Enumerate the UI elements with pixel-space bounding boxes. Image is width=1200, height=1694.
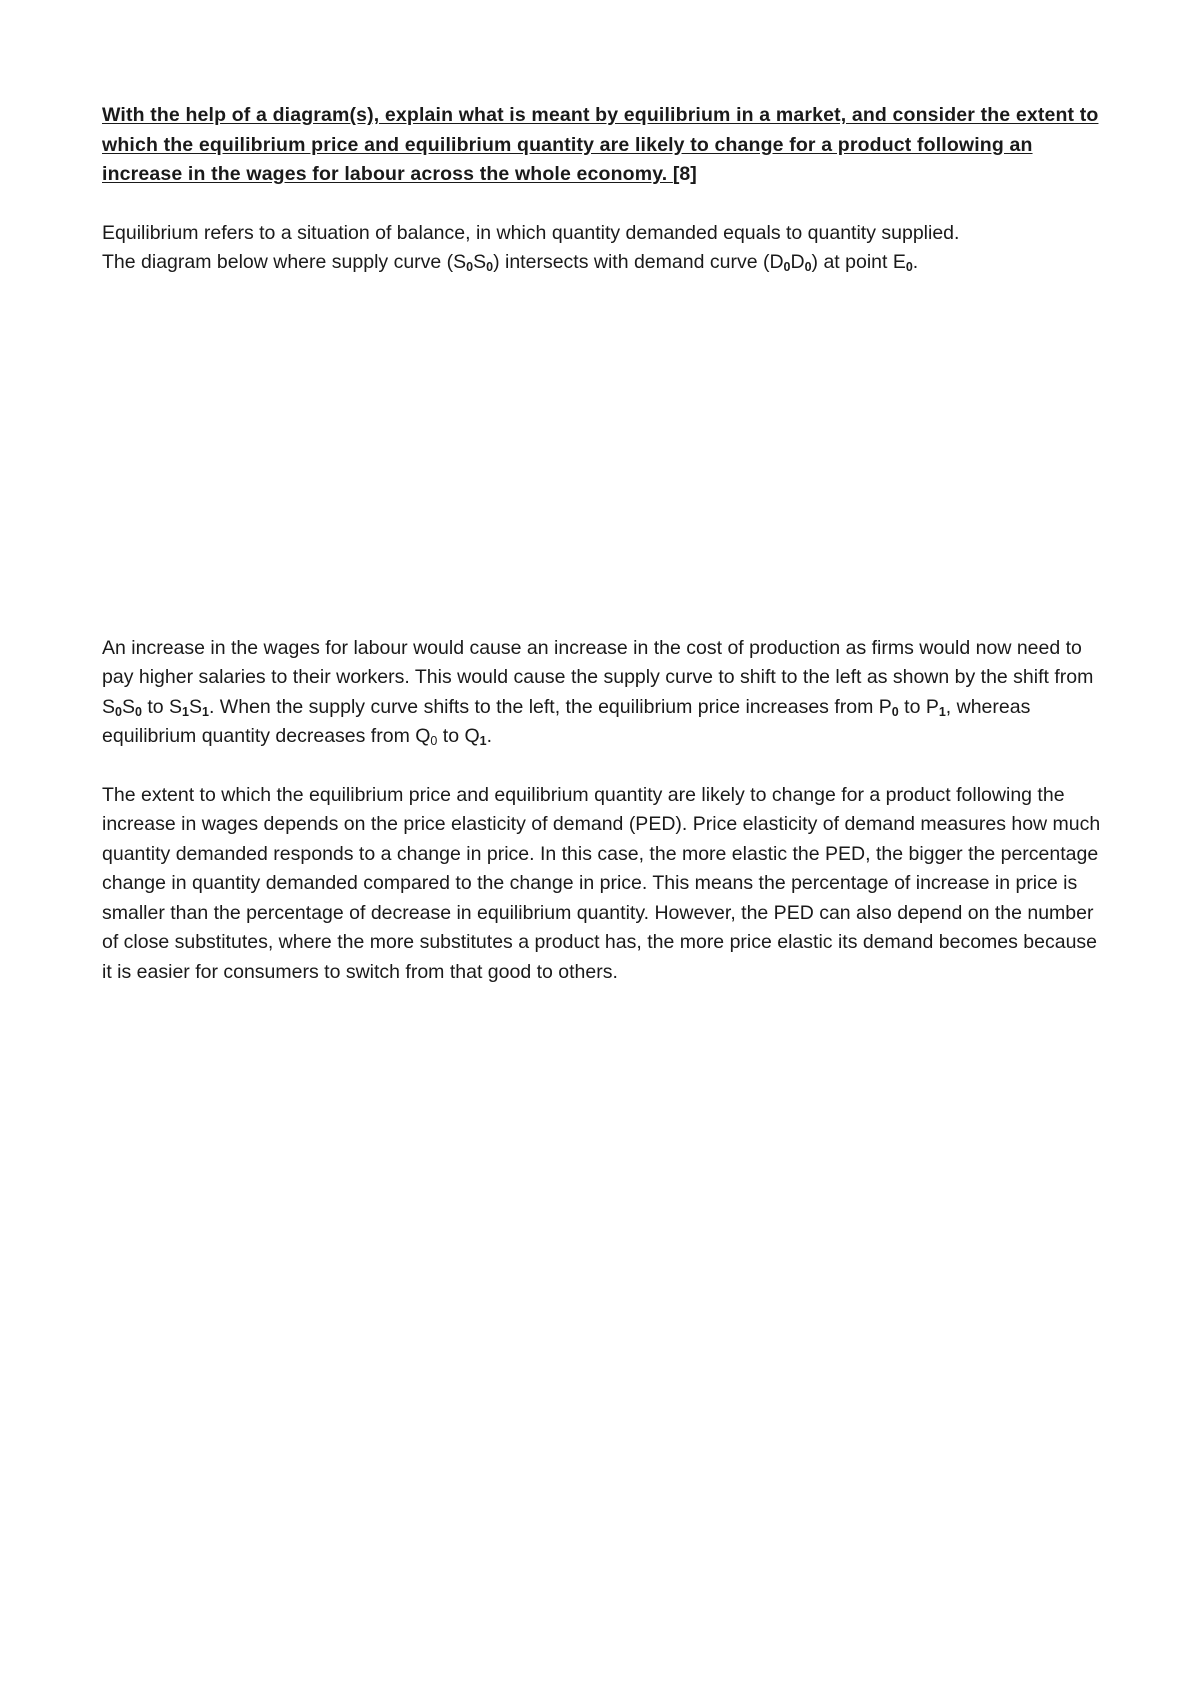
question-marks: [8] [672, 163, 697, 185]
para1-sub-0: 0 [466, 260, 474, 274]
para1-text-a: The diagram below where supply curve (S [102, 251, 467, 273]
question-heading [102, 101, 1112, 190]
para1-text-c: ) at point E [811, 251, 906, 273]
para2-part3: , whereas equilibrium quantity decreases from Q [102, 695, 1031, 747]
para2-to1: to S [141, 695, 183, 718]
para1-sub-3: 0 [804, 260, 812, 274]
diagram-placeholder-blank [102, 278, 1112, 634]
para1-d: D [790, 251, 805, 273]
para2-s-a: S [121, 695, 135, 718]
question-text: With the help of a diagram(s), explain what is meant by equilibrium in a market, and consider the extent to which the equilibrium price and equilibrium quantity are likely to change for a product following an increase in the wages for labour across the whole economy. [102, 104, 1099, 185]
para2-sub-c: 1 [182, 704, 189, 719]
para2-sub-d: 1 [202, 704, 209, 719]
document-content [102, 101, 1112, 987]
para2-sub-e: 0 [891, 704, 899, 719]
para2-sub-g: 0 [430, 734, 438, 748]
para2-sub-a: 0 [115, 704, 122, 719]
para2-end: . [486, 725, 493, 747]
para2-part1: An increase in the wages for labour would cause an increase in the cost of production as firms would now need to pay higher salaries to their workers. This would cause the supply curve to shift to the left as shown by the shift from S [102, 636, 1094, 718]
paragraph-equilibrium-definition [102, 219, 1112, 278]
para2-to3: to Q [437, 725, 480, 747]
paragraph-wage-increase-effect [102, 634, 1112, 752]
para1-sub-1: 0 [486, 260, 494, 274]
para1-s: S [473, 251, 487, 273]
paragraph-ped-discussion: The extent to which the equilibrium price and equilibrium quantity are likely to change for a product following the increase in wages depends on the price elasticity of demand (PED). Price elasticity of demand measures how much quantity demanded responds to a change in price. In this case, the more elastic the PED, the bigger the percentage change in quantity demanded compared to the change in price. This means the percentage of increase in price is smaller than the percentage of decrease in equilibrium quantity. However, the PED can also depend on the number of close substitutes, where the more substitutes a product has, the more price elastic its demand becomes because it is easier for consumers to switch from that good to others. [102, 783, 1101, 983]
para2-sub-b: 0 [134, 704, 142, 719]
para1-text-b: ) intersects with demand curve (D [493, 251, 784, 273]
para2-part2: . When the supply curve shifts to the left, the equilibrium price increases from P [208, 695, 892, 718]
para2-sub-f: 1 [938, 704, 946, 719]
para1-line1: Equilibrium refers to a situation of balance, in which quantity demanded equals to quantity supplied. [102, 221, 960, 244]
para1-sub-2: 0 [783, 260, 791, 274]
para1-sub-4: 0 [905, 260, 913, 274]
para2-to2: to P [898, 695, 939, 718]
para2-sub-h: 1 [479, 734, 487, 748]
para2-s-b: S [189, 695, 203, 718]
para1-text-d: . [912, 251, 919, 273]
